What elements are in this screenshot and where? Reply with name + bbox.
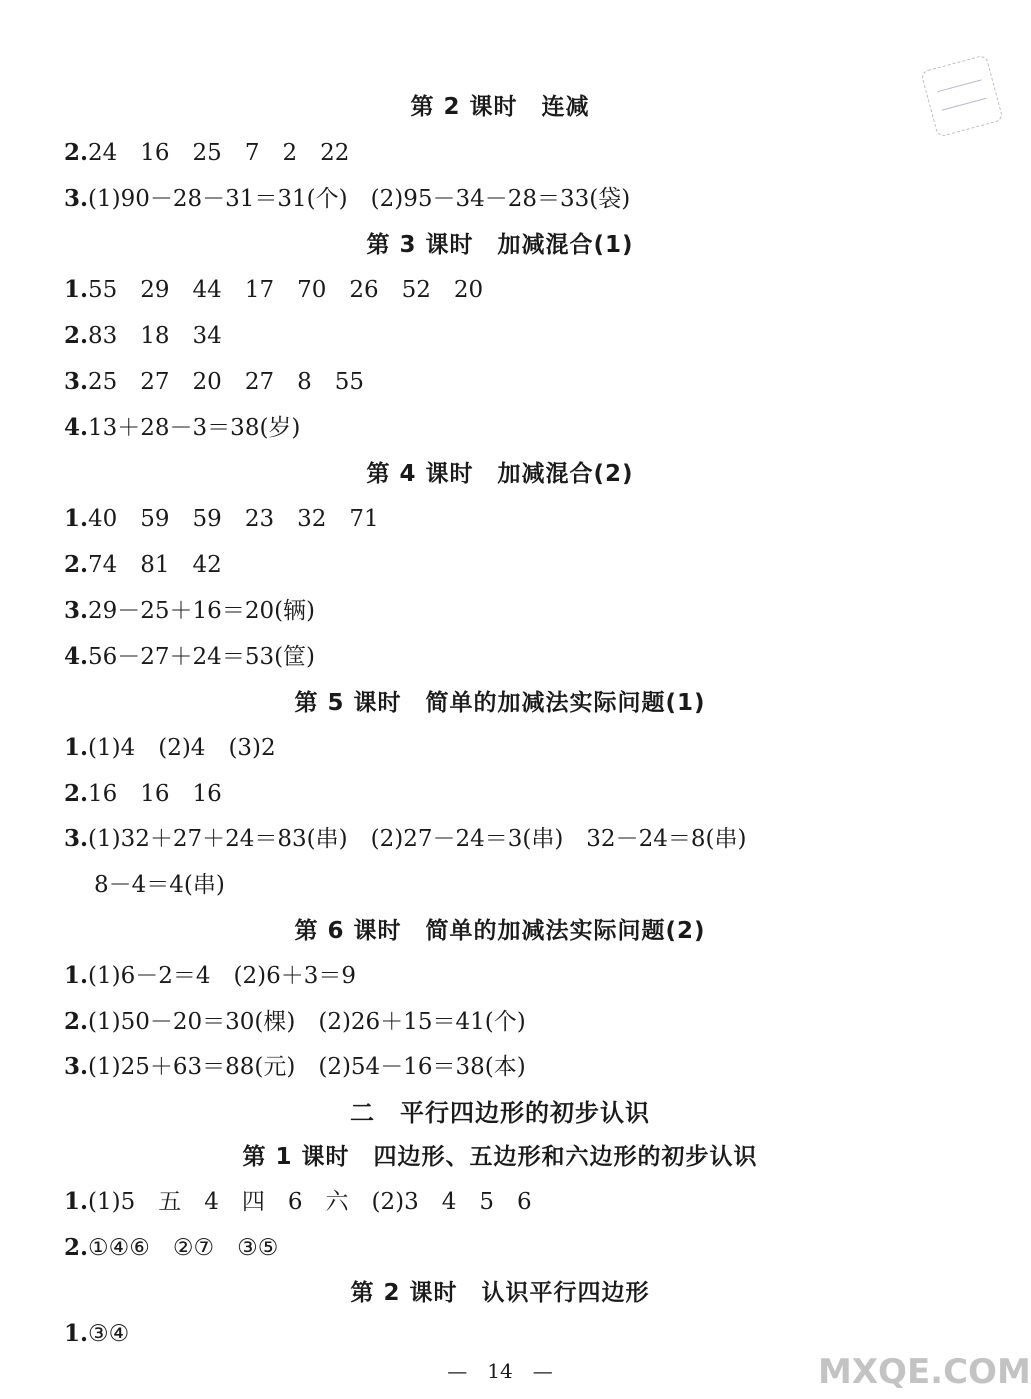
answer-line: 1.(1)5 五 4 四 6 六 (2)3 4 5 6 <box>64 1188 532 1215</box>
lesson-heading: 第 1 课时 四边形、五边形和六边形的初步认识 <box>242 1144 758 1170</box>
lesson-heading: 第 5 课时 简单的加减法实际问题(1) <box>294 690 706 716</box>
watermark-logo <box>818 1316 1031 1396</box>
answer-line: 2.74 81 42 <box>64 551 222 578</box>
answer-line: 2.(1)50－20＝30(棵) (2)26＋15＝41(个) <box>64 1008 526 1035</box>
answer-line: 1.40 59 59 23 32 71 <box>64 505 379 532</box>
answer-line: 2.83 18 34 <box>64 322 222 349</box>
lesson-heading: 第 3 课时 加减混合(1) <box>366 232 634 258</box>
answer-line-continuation: 8－4＝4(串) <box>94 872 225 898</box>
answer-line: 3.(1)25＋63＝88(元) (2)54－16＝38(本) <box>64 1053 526 1080</box>
answer-line: 4.13＋28－3＝38(岁) <box>64 414 301 441</box>
answer-line: 1.(1)4 (2)4 (3)2 <box>64 734 276 761</box>
answer-line: 2.①④⑥ ②⑦ ③⑤ <box>64 1234 279 1261</box>
lesson-heading: 第 6 课时 简单的加减法实际问题(2) <box>294 918 706 944</box>
answer-line: 3.(1)90－28－31＝31(个) (2)95－34－28＝33(袋) <box>64 185 631 212</box>
answer-line: 1.55 29 44 17 70 26 52 20 <box>64 276 484 303</box>
answer-line: 1.(1)6－2＝4 (2)6＋3＝9 <box>64 962 356 989</box>
answer-line: 4.56－27＋24＝53(筐) <box>64 643 316 670</box>
unit-heading: 二 平行四边形的初步认识 <box>350 1099 650 1127</box>
answer-line: 3.(1)32＋27＋24＝83(串) (2)27－24＝3(串) 32－24＝8(串) <box>64 825 747 852</box>
lesson-heading: 第 2 课时 连减 <box>410 94 590 120</box>
answer-line: 3.29－25＋16＝20(辆) <box>64 597 316 624</box>
lesson-heading: 第 2 课时 认识平行四边形 <box>350 1280 650 1306</box>
answer-line: 3.25 27 20 27 8 55 <box>64 368 364 395</box>
answer-line: 2.24 16 25 7 2 22 <box>64 139 350 166</box>
page-number: — 14 — <box>447 1359 553 1383</box>
watermark-text: MXQE.COM <box>818 1352 1031 1392</box>
lesson-heading: 第 4 课时 加减混合(2) <box>366 461 634 487</box>
answer-line: 1.③④ <box>64 1320 130 1347</box>
answer-line: 2.16 16 16 <box>64 780 222 807</box>
